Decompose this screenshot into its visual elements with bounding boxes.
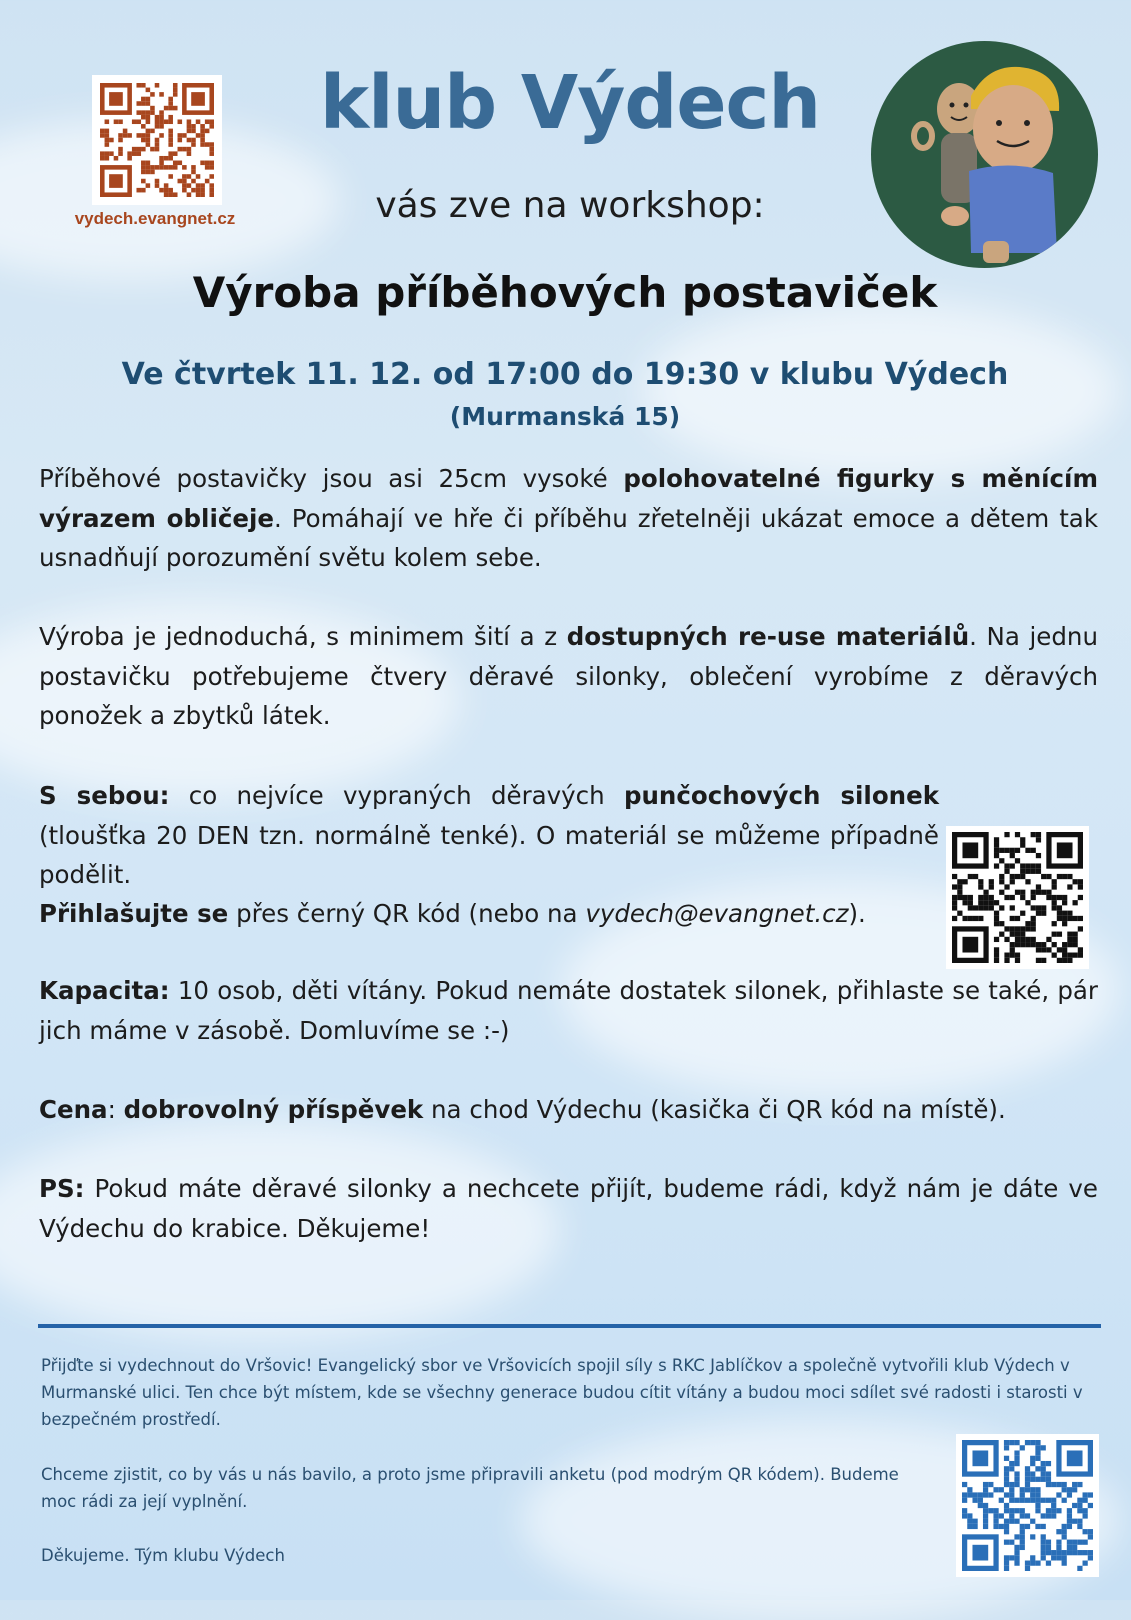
paragraph-price (39, 1090, 1098, 1130)
footer-about: Přijďte si vydechnout do Vršovic! Evangelický sbor ve Vršovicích spojil síly s RKC Jablíčkov a společně vytvořili klub Výdech v Murmanské ulici. Ten chce být místem, kde se všechny generace budou cítit vítány a budou moci sdílet své radosti i starosti v bezpečném prostředí. (41, 1356, 1083, 1429)
label: Kapacita: (39, 976, 170, 1005)
qr-code-website-icon[interactable] (92, 75, 222, 205)
text: 10 osob, děti vítány. Pokud nemáte dostatek silonek, přihlaste se také, pár jich máme v zásobě. Domluvíme se :-) (39, 976, 1098, 1045)
invite-line: vás zve na workshop: (375, 185, 765, 226)
footer-survey: Chceme zjistit, co by vás u nás bavilo, a proto jsme připravili anketu (pod modrým QR kódem). Budeme moc rádi za její vyplnění. (41, 1465, 899, 1511)
text: přes černý QR kód (nebo na (228, 899, 586, 928)
text-bold: punčochových silonek (623, 781, 940, 810)
paragraph-capacity (39, 971, 1098, 1050)
workshop-title: Výroba příběhových postaviček (192, 268, 938, 317)
label: S sebou: (39, 781, 170, 810)
text: na chod Výdechu (kasička či QR kód na místě). (423, 1095, 1006, 1124)
text-bold: polohovatelné figurky s měnícím výrazem obličeje (39, 464, 1098, 533)
text: . Na jednu postavičku potřebujeme čtvery děravé silonky, oblečení vyrobíme z děravých ponožek a zbytků látek. (39, 622, 1098, 730)
paragraph-signup (39, 894, 919, 934)
text-bold: dostupných re-use materiálů (566, 622, 970, 651)
text: . Pomáhají ve hře či příběhu zřetelněji ukázat emoce a dětem tak usnadňují porozumění světu kolem sebe. (39, 503, 1099, 572)
event-datetime: Ve čtvrtek 11. 12. od 17:00 do 19:30 v klubu Výdech (121, 357, 1009, 392)
text: co nejvíce vypraných děravých (169, 781, 624, 810)
text: (tloušťka 20 DEN tzn. normálně tenké). O materiál se můžeme případně podělit. (39, 820, 939, 889)
paragraph-production (39, 617, 1098, 736)
label: PS: (39, 1174, 85, 1203)
text-bold: dobrovolný příspěvek (123, 1095, 424, 1124)
qr-code-survey-graphic (962, 1440, 1093, 1571)
event-address: (Murmanská 15) (449, 402, 681, 431)
text: ). (848, 899, 866, 928)
paragraph-bring (39, 776, 939, 895)
qr-code-survey-icon[interactable] (956, 1434, 1099, 1577)
paragraph-ps (39, 1169, 1098, 1248)
text: Výroba je jednoduchá, s minimem šití a z (39, 622, 567, 651)
label: Přihlašujte se (39, 899, 229, 928)
divider (38, 1324, 1101, 1328)
label: Cena (39, 1095, 108, 1124)
qr-code-signup-icon[interactable] (946, 826, 1089, 969)
footer-signature: Děkujeme. Tým klubu Výdech (41, 1546, 285, 1565)
email-link[interactable]: vydech@evangnet.cz (585, 899, 849, 928)
text: Příběhové postavičky jsou asi 25cm vysoké (39, 464, 624, 493)
paragraph-description (39, 459, 1098, 578)
text: Pokud máte děravé silonky a nechcete přijít, budeme rádi, když nám je dáte ve Výdechu do krabice. Děkujeme! (39, 1174, 1098, 1243)
puppet-figure-avatar (871, 41, 1098, 268)
website-link[interactable]: vydech.evangnet.cz (74, 209, 236, 228)
text: : (107, 1095, 124, 1124)
qr-code-signup-graphic (952, 832, 1083, 963)
brand-title: klub Výdech (319, 60, 821, 146)
qr-code-website-graphic (100, 83, 214, 197)
puppet-figure-graphic (871, 41, 1098, 268)
